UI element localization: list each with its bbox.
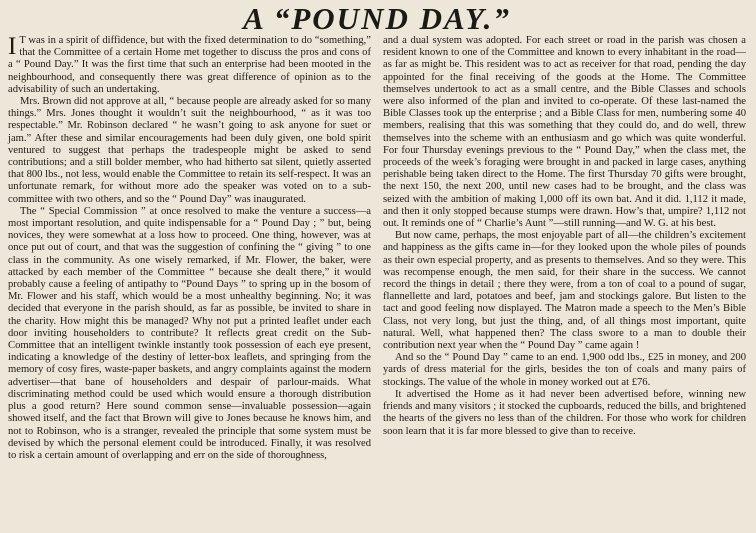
paragraph: The “ Special Commission ” at once resolved to make the venture a success—a most important resolution, and quite indispensable for a “ Pound Day ; ” but, being novices, they were somewhat at a loss how to proceed. One thing, however, was at once put out of court, and that was the suggestion of confining the “ giving ” to one class in the community. As one wisely remarked, if Mr. Flower, the baker, were attacked by each member of the Committee “ because she dealt there,” it would probably cause a feeling of antipathy to “Pound Days ” to spring up in the bosom of Mr. Flower and his staff, which would be a most unhealthy beginning. No; it was decided that everyone in the parish should, as far as possible, be invited to share in the charity. How might this be managed? Why not put a printed leaflet under each door inviting householders to contribute? It reflects great credit on the Sub-Committee that an intelligent twinkle instantly took possession of each eye present, indicating a knowledge of the destiny of letter-box leaflets, and springing from the memory of cosy fires, waste-paper baskets, and angry complaints against the modern advertiser—that bane of householders and despair of parlour-maids. What discriminating method could be used which would ensure a thorough distribution plus a good return? Here sound common sense—invaluable possession—again showed itself, and the fact that Brown will give to Jones because he knows him, and not to Robinson, who is a stranger, revealed the principle that some system must be devised by which the personal element could be introduced. Finally, it was resolved to risk a certain amount of overlapping and err on the side of thoroughness, [8,205,371,461]
article-body [8,35,746,462]
paragraph: and a dual system was adopted. For each street or road in the parish was chosen a resident known to one of the Committee and known to every inhabitant in the road—as far as might be. This resident was to act as receiver for that road, pending the day appointed for the final receiving of the goods at the Home. The Committee themselves undertook to act as a small centre, and the Bible Classes and schools were also informed of the plan and invited to co-operate. Of these last-named the Bible Classes took up the enterprise ; and a Bible Class for men, numbering some 40 members, realising that this was something that they could do, and do well, threw themselves into the scheme with an enthusiasm and go which was quite wonderful. For four Thursday evenings previous to the “ Pound Day,” when the class met, the proceeds of the week’s foraging were brought in and packed in large cases, anything perishable being taken direct to the Home. The first Thursday 70 gifts were brought, the next 150, the next 200, until new cases had to be brought, and the class was seized with the ambition of making 1,000 off its own bat. And it did. 1,112 it made, and then it only stopped because stumps were drawn. How’s that, umpire? 1,112 not out. It reminds one of “ Charlie’s Aunt ”—still running—and W. G. at his best. [383,35,746,230]
right-column [383,35,746,462]
paragraph: Mrs. Brown did not approve at all, “ because people are already asked for so many things.” Mrs. Jones thought it wouldn’t suit the neighbourhood, “ as it was too respectable.” Mr. Robinson declared “ he wasn’t going to ask anyone for suet or jam.” After these and similar encouragements had been duly given, one bold spirit ventured to suggest that perhaps the tradespeople might be asked to send contributions; and a still bolder member, who had hitherto sat silent, quietly asserted that 800 lbs., not less, would enable the Committee to retain its self-respect. It was an unfortunate remark, for without more ado the speaker was voted on to a sub-committee with two others, and so the “ Pound Day” was inaugurated. [8,96,371,205]
left-column [8,35,371,462]
paragraph: And so the “ Pound Day ” came to an end. 1,900 odd lbs., £25 in money, and 200 yards of dress material for the girls, besides the ton of coals and many pairs of stockings. The value of the whole in money worked out at £76. [383,352,746,388]
paragraph: But now came, perhaps, the most enjoyable part of all—the children’s excitement and happiness as the gifts came in—for they looked upon the whole piles of pounds as their own especial property, and as presents to themselves. And so they were. This was recompense enough, the men said, for their share in the success. We cannot record the things in detail ; there they were, from a ton of coal to a pound of sugar, flannellette and lard, potatoes and beef, jam and stockings galore. But listen to the tact and good feeling now displayed. The Matron made a speech to the Men’s Bible Class, not very long, but just the thing, and, of all things most important, quite natural. Well, what happened then? The class swore to a man to double their contribution next year when the “ Pound Day ” came again ! [383,230,746,352]
paragraph [8,35,371,96]
drop-cap: I [8,33,17,60]
paragraph-text: T was in a spirit of diffidence, but with the fixed determination to do “something,” that the Committee of a certain Home met together to discuss the pros and cons of a “ Pound Day.” It was the first time that such an enterprise had been mooted in the neighbourhood, and consequently there was great difference of opinion as to the advisability of such an undertaking. [8,35,371,95]
article-title: A “POUND DAY.” [243,1,511,36]
paragraph: It advertised the Home as it had never been advertised before, winning new friends and many visitors ; it stocked the cupboards, reduced the bills, and brightened the hearts of the givers no less than of the children. For those who work for children soon learn that it is far more blessed to give than to receive. [383,388,746,437]
